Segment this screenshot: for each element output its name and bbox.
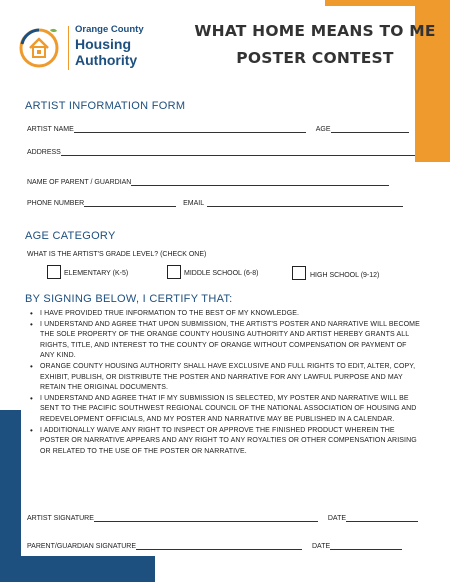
checkbox-elementary[interactable] (47, 265, 61, 279)
page-sheet (21, 6, 415, 556)
parent-name-row (27, 177, 389, 186)
checkbox-label-high-school: HIGH SCHOOL (9-12) (310, 272, 380, 279)
parent-signature-label: PARENT/GUARDIAN SIGNATURE (27, 543, 137, 550)
certification-item: • I UNDERSTAND AND AGREE THAT UPON SUBMISSION, THE ARTIST'S POSTER AND NARRATIVE WILL BECOME THE SOLE PROPERTY OF THE ORANGE COUNTY HOUSING AUTHORITY AND ARTIST HEREBY GRANTS ALL RIGHTS, TITLE, AND INTEREST TO THE COUNTY OF ORANGE WITHOUT COMPENSATION OR PAYMENT OF ANY KIND. (30, 320, 422, 362)
email-label: EMAIL (183, 200, 205, 207)
title-line-1: WHAT HOME MEANS TO ME (194, 22, 436, 40)
house-icon (16, 24, 62, 70)
parent-name-field[interactable] (131, 177, 389, 186)
section-heading-certify: BY SIGNING BELOW, I CERTIFY THAT: (25, 293, 233, 305)
email-field[interactable] (207, 198, 403, 207)
section-heading-age-category: AGE CATEGORY (25, 230, 116, 242)
certification-item: • I UNDERSTAND AND AGREE THAT IF MY SUBMISSION IS SELECTED, MY POSTER AND NARRATIVE WILL BE SENT TO THE PACIFIC SOUTHWEST REGIONAL COUNCIL OF THE NATIONAL ASSOCIATION OF HOUSING AND REDEVELOPMENT OFFICIALS, AND MY POSTER AND NARRATIVE MAY BE PUBLISHED IN A CALENDAR. (30, 394, 422, 426)
logo-divider (68, 26, 69, 70)
artist-signature-field[interactable] (94, 513, 318, 522)
parent-date-label: DATE (311, 543, 331, 550)
artist-name-label: ARTIST NAME (27, 126, 74, 133)
age-field[interactable] (331, 124, 409, 133)
contact-row (27, 198, 403, 207)
checkbox-high-school[interactable] (292, 266, 306, 280)
address-field[interactable] (61, 147, 415, 156)
checkbox-middle-school[interactable] (167, 265, 181, 279)
checkbox-label-elementary: ELEMENTARY (K-5) (64, 270, 129, 277)
navy-accent-bottom (0, 556, 155, 582)
artist-date-field[interactable] (346, 513, 418, 522)
artist-signature-label: ARTIST SIGNATURE (27, 515, 94, 522)
logo-text (75, 24, 144, 68)
certification-item: • I ADDITIONALLY WAIVE ANY RIGHT TO INSPECT OR APPROVE THE FINISHED PRODUCT WHEREIN THE POSTER OR NARRATIVE APPEARS AND ANY RIGHT TO ANY ROYALTIES OR OTHER COMPENSATION ARISING OR RELATED TO THE USE OF THE POSTER OR NARRATIVE. (30, 426, 422, 458)
parent-name-label: NAME OF PARENT / GUARDIAN (27, 179, 132, 186)
artist-name-row (27, 124, 409, 133)
title-line-2: POSTER CONTEST (236, 49, 394, 67)
address-label: ADDRESS (27, 149, 61, 156)
certification-item: • ORANGE COUNTY HOUSING AUTHORITY SHALL HAVE EXCLUSIVE AND FULL RIGHTS TO EDIT, ALTER, COPY, EXHIBIT, PUBLISH, OR DISTRIBUTE THE POSTER AND NARRATIVE FOR ANY LAWFUL PURPOSE AND MAY RETAIN THE ORIGINAL DOCUMENTS. (30, 362, 422, 394)
artist-signature-row (27, 513, 418, 522)
artist-date-label: DATE (327, 515, 347, 522)
page-title (190, 18, 440, 72)
grade-level-question: WHAT IS THE ARTIST'S GRADE LEVEL? (CHECK ONE) (27, 251, 207, 258)
section-heading-artist-info: ARTIST INFORMATION FORM (25, 100, 186, 112)
organization-logo (16, 24, 156, 74)
certification-list (30, 309, 422, 457)
parent-date-field[interactable] (330, 541, 402, 550)
address-row (27, 147, 415, 156)
checkbox-label-middle-school: MIDDLE SCHOOL (6-8) (184, 270, 259, 277)
logo-line-1: Orange County (75, 24, 144, 35)
parent-signature-row (27, 541, 402, 550)
phone-field[interactable] (84, 198, 176, 207)
logo-line-2: Housing (75, 36, 131, 52)
age-label: AGE (315, 126, 331, 133)
logo-line-3: Authority (75, 52, 138, 68)
parent-signature-field[interactable] (136, 541, 302, 550)
certification-item: • I HAVE PROVIDED TRUE INFORMATION TO THE BEST OF MY KNOWLEDGE. (30, 309, 422, 320)
phone-label: PHONE NUMBER (27, 200, 85, 207)
artist-name-field[interactable] (74, 124, 306, 133)
